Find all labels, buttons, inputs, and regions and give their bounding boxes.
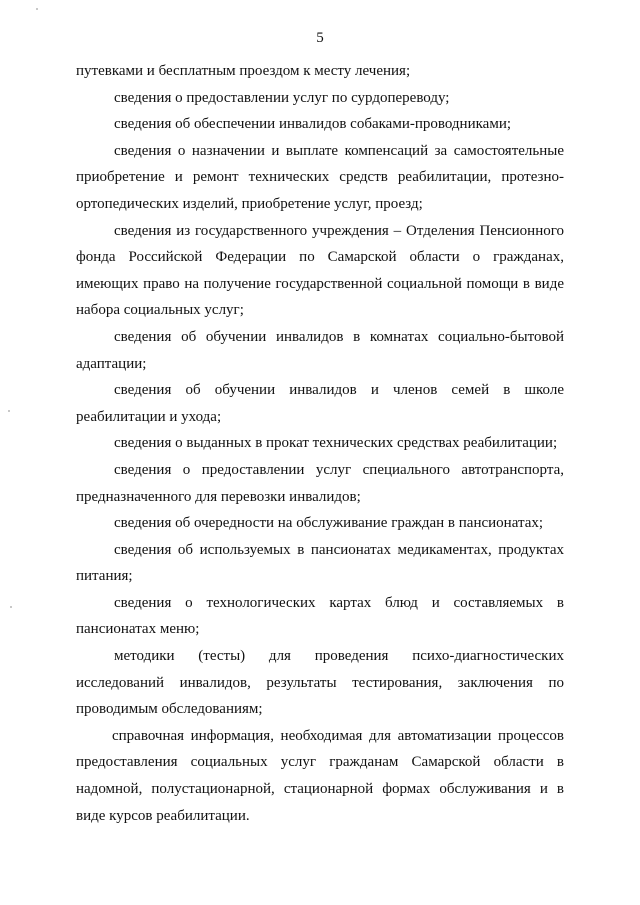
document-body [76, 58, 564, 829]
page-number: 5 [316, 30, 324, 46]
paragraph: путевками и бесплатным проездом к месту лечения; [76, 63, 411, 79]
paragraph: сведения о предоставлении услуг специального автотранспорта, предназначенного для перевозки инвалидов; [76, 461, 564, 505]
paragraph: сведения об используемых в пансионатах медикаментах, продуктах питания; [76, 541, 564, 585]
paragraph: сведения о предоставлении услуг по сурдопереводу; [114, 89, 450, 106]
paragraph: методики (тесты) для проведения психо-диагностических исследований инвалидов, результаты тестирования, заключения по проводимым обследованиям; [76, 648, 564, 718]
paragraph: сведения о технологических картах блюд и составляемых в пансионатах меню; [76, 594, 564, 638]
scan-mark-left-1 [8, 410, 10, 412]
scan-mark-left-2 [10, 606, 12, 608]
paragraph: сведения об обучении инвалидов и членов семей в школе реабилитации и ухода; [76, 382, 564, 425]
paragraph: сведения об очередности на обслуживание граждан в пансионатах; [114, 515, 544, 532]
paragraph: сведения об обучении инвалидов в комнатах социально-бытовой адаптации; [76, 328, 564, 372]
paragraph: сведения об обеспечении инвалидов собаками-проводниками; [114, 116, 512, 133]
scan-mark-top-left [36, 8, 38, 10]
paragraph: справочная информация, необходимая для автоматизации процессов предоставления социальных услуг гражданам Самарской области в надомной, полустационарной, стационарной формах обслуживания и в виде курсов реабилитации. [76, 727, 564, 824]
paragraph: сведения из государственного учреждения – Отделения Пенсионного фонда Российской Федерации по Самарской области о гражданах, имеющих право на получение государственной социальной помощи в виде набора социальных услуг; [76, 222, 564, 319]
paragraph: сведения о выданных в прокат технических средствах реабилитации; [114, 435, 558, 452]
paragraph: сведения о назначении и выплате компенсаций за самостоятельные приобретение и ремонт технических средств реабилитации, протезно-ортопедических изделий, приобретение услуг, проезд; [76, 142, 564, 212]
